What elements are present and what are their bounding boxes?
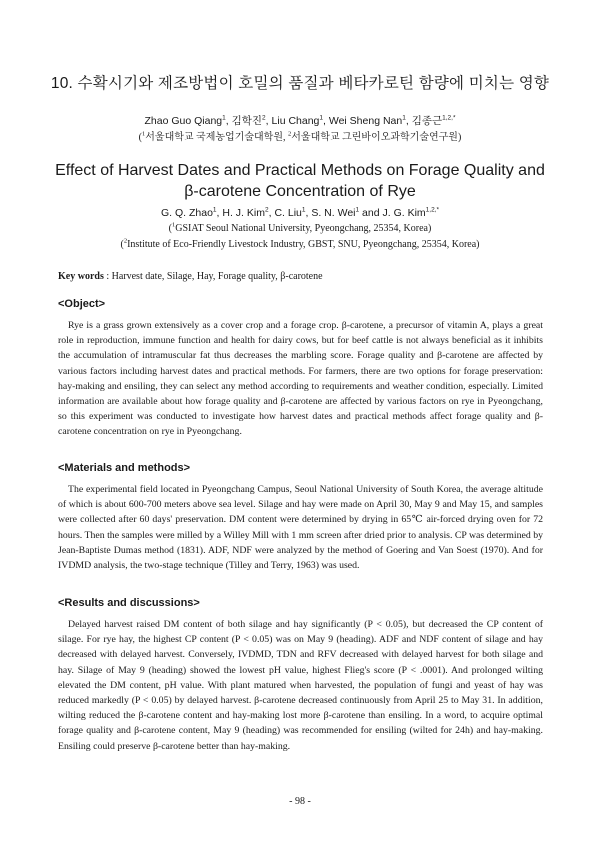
english-title-line: Effect of Harvest Dates and Practical Methods on Forage Quality and: [55, 162, 545, 179]
section-body-methods: [58, 482, 543, 573]
english-affiliation-1: [30, 222, 570, 236]
author-name: Wei Sheng Nan: [328, 115, 403, 127]
affiliation-mark: 2: [123, 237, 128, 245]
author-affiliation-mark: 1: [355, 206, 360, 214]
author-name: 김학진: [231, 115, 263, 127]
paren-close: ): [457, 132, 462, 143]
korean-affiliation: [30, 131, 570, 145]
author-connector: and: [359, 207, 383, 219]
affiliation-mark: 2: [288, 130, 292, 138]
author-name: G. Q. Zhao: [160, 207, 213, 219]
author-affiliation-mark: 1: [212, 206, 217, 214]
paren-open: (: [168, 223, 172, 234]
paren-open: (: [120, 239, 124, 250]
section-body-results: [58, 617, 543, 754]
page-number: - 98 -: [289, 796, 311, 807]
author-name: H. J. Kim: [222, 207, 265, 219]
affiliation-mark: 1: [172, 221, 176, 229]
english-author-list: G. Q. Zhao$^1$, H. J. Kim$^2$, C. Liu$^1$, S. N. Wei$^1$ and J. G. Kim$^{1,2,*}$: [160, 206, 440, 219]
affiliation-text: 서울대학교 국제농업기술대학원,: [145, 132, 288, 143]
author-name: Liu Chang: [271, 115, 320, 127]
affiliation-text: GSIAT Seoul National University, Pyeongchang, 25354, Korea): [175, 223, 432, 234]
section-heading-methods: <Materials and methods>: [58, 462, 191, 474]
author-affiliation-mark: 1: [319, 114, 324, 122]
author-name: J. G. Kim: [382, 207, 426, 219]
affiliation-text: 서울대학교 그린바이오과학기술연구원: [291, 132, 458, 143]
author-name: Zhao Guo Qiang: [144, 115, 223, 127]
author-affiliation-mark: 2: [262, 114, 266, 122]
paragraph: Rye is a grass grown extensively as a cover crop and a forage crop. β-carotene, a precursor of vitamin A, plays a great role in reproduction, immune function and health for dairy cows, but for beef cattle is not always beneficial as it inhibits the accumulation of intramuscular fat thus decreases the marbling score. Forage quality and β-carotene are affected by various factors including harvest dates and practical methods. For farmers, there are two options for forage preservation: hay-making and ensiling, they can select any method according to requirements and weather condition, especially. Limited information are available about how forage quality and β-carotene are affected by various factors on rye in Pyeongchang, so this experiment was conducted to investigate how harvest dates and practical methods affect forage quality and β-carotene concentration on rye in Pyeongchang.: [58, 320, 543, 438]
paragraph: The experimental field located in Pyeongchang Campus, Seoul National University of South Korea, the average altitude of which is about 600-700 meters above sea level. Silage and hay were made on April 30, May 9 and May 15, and samples were collected after 60 days' preservation. DM content were determined by drying in 65℃ air-forced drying oven for 72 hours. Then the samples were milled by a Willey Mill with 1 mm screen after dried prior to analysis. CP was determined by Jean-Baptiste Dumas method (1831). ADF, NDF were analyzed by the method of Goering and Van Soest (1970). And for IVDMD analysis, the two-stage technique (Tilley and Terry, 1963) was used.: [58, 484, 543, 572]
english-title-line: β-carotene Concentration of Rye: [184, 183, 416, 200]
author-name: C. Liu: [274, 207, 302, 219]
paren-open: (: [138, 132, 142, 143]
english-affiliation-2: [30, 238, 570, 252]
affiliation-text: Institute of Eco-Friendly Livestock Industry, GBST, SNU, Pyeongchang, 25354, Korea): [127, 239, 480, 250]
author-affiliation-mark: 2: [264, 206, 269, 214]
korean-author-list: Zhao Guo Qiang$^1$, 김학진$^2$, Liu Chang$^1$, Wei Sheng Nan$^1$, 김종근$^{1,2,*}$: [144, 114, 456, 127]
korean-title: 10. 수확시기와 제조방법이 호밀의 품질과 베타카로틴 함량에 미치는 영향: [50, 75, 550, 92]
section-heading-object: <Object>: [58, 298, 106, 310]
author-affiliation-mark: 1,2,*: [442, 114, 456, 122]
author-affiliation-mark: 1: [402, 114, 406, 122]
author-affiliation-mark: 1: [222, 114, 226, 122]
affiliation-mark: 1: [142, 130, 146, 138]
section-heading-results: <Results and discussions>: [58, 597, 200, 609]
author-affiliation-mark: 1,2,*: [425, 206, 440, 214]
section-body-object: [58, 318, 543, 440]
paragraph: Delayed harvest raised DM content of both silage and hay significantly (P < 0.05), but decreased the CP content of silage. For rye hay, the highest CP content (P < 0.05) was on May 9 (heading). ADF and NDF content of silage and hay decreased with delayed harvest. Conversely, IVDMD, TDN and RFV decreased with delayed harvest for both silage and hay. Silage of May 9 (heading) showed the lowest pH value, highest Flieg's score (P < .0001). And prolonged wilting elevated the DM content, pH value. With plant matured when harvested, the population of fungi and yeast of hay was reduced markedly (P < 0.05) by delayed harvest. β-carotene decreased continuously from April 25 to May 31. In addition, wilting reduced the β-carotene content and hay-making lost more β-carotene than ensiling. In a word, to acquire optimal forage quality and β-carotene content, May 9 (heading) was recommended for ensiling (wilted for 24h) and hay-making. Ensiling could preserve β-carotene better than hay-making.: [58, 619, 543, 752]
author-name: S. N. Wei: [311, 207, 356, 219]
keywords-line: [58, 270, 323, 284]
author-name: 김종근: [411, 115, 443, 127]
keywords-label: Key words: [58, 271, 104, 282]
author-affiliation-mark: 1: [301, 206, 306, 214]
keywords-text: Harvest date, Silage, Hay, Forage quality, β-carotene: [111, 271, 323, 282]
keywords-separator: :: [103, 271, 112, 282]
english-title: [30, 160, 570, 202]
